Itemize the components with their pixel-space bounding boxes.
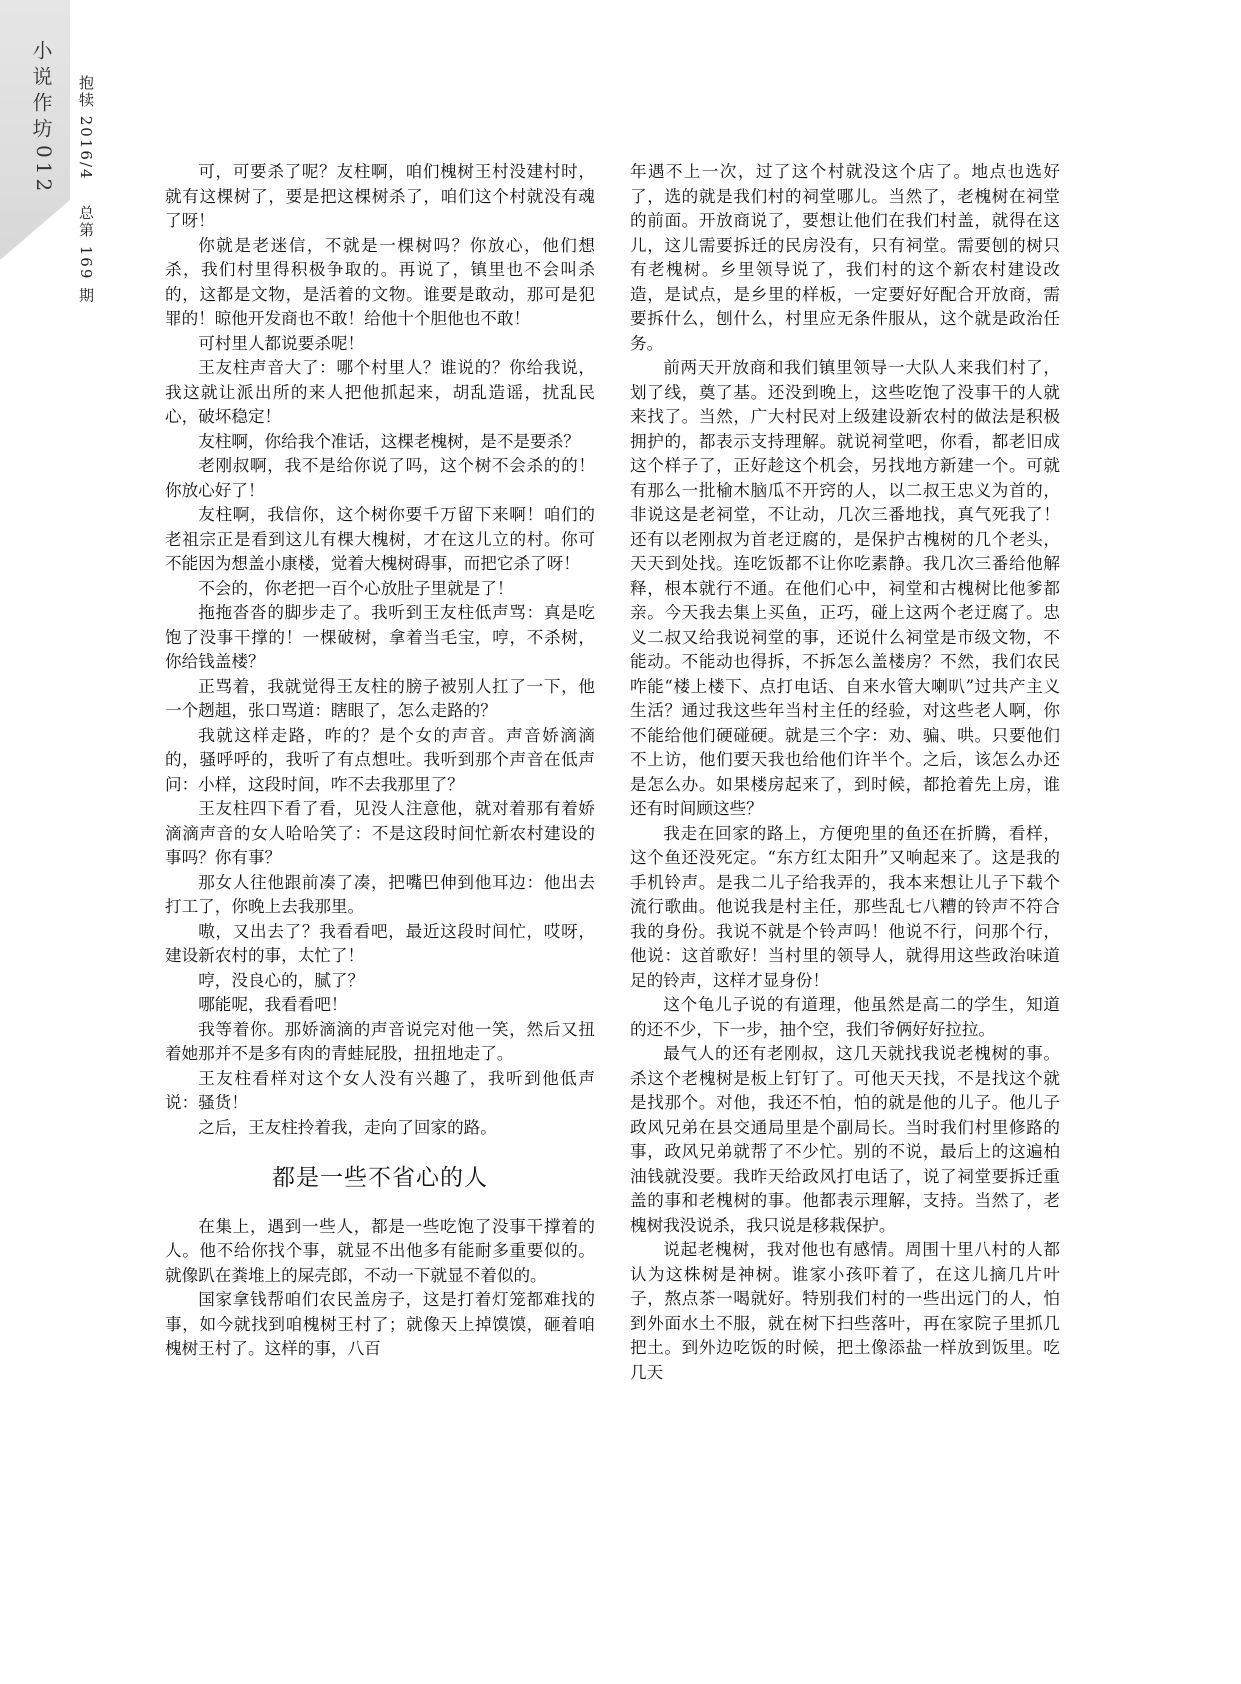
paragraph: 老刚叔啊，我不是给你说了吗，这个树不会杀的的！你放心好了！ [165, 456, 595, 500]
paragraph: 那女人往他跟前凑了凑，把嘴巴伸到他耳边：他出去打工了，你晚上去我那里。 [165, 872, 595, 916]
paragraph: 哪能呢，我看看吧！ [198, 995, 348, 1014]
paragraph: 你就是老迷信，不就是一棵树吗？你放心，他们想杀，我们村里得积极争取的。再说了，镇里也不会叫杀的，这都是文物，是活着的文物。谁要是敢动，那可是犯罪的！晾他开发商也不敢！给他十个胆他也不敢！ [165, 235, 595, 328]
paragraph: 不会的，你老把一百个心放肚子里就是了！ [198, 578, 514, 598]
paragraph: 我就这样走路，咋的？是个女的声音。声音娇滴滴的，骚呼呼的，我听了有点想吐。我听到那个声音在低声问：小样，这段时间，咋不去我那里了？ [165, 725, 595, 794]
paragraph: 王友柱声音大了：哪个村里人？谁说的？你给我说，我这就让派出所的来人把他抓起来，胡乱造谣，扰乱民心，破坏稳定！ [165, 358, 595, 426]
paragraph: 之后，王友柱拎着我，走向了回家的路。 [198, 1117, 497, 1137]
paragraph: 拖拖沓沓的脚步走了。我听到王友柱低声骂：真是吃饱了没事干撑的！一棵破树，拿着当毛宝，哼，不杀树，你给钱盖楼？ [165, 603, 595, 671]
right-column [630, 160, 1060, 1385]
paragraph: 嗷，又出去了？我看看吧，最近这段时间忙，哎呀，建设新农村的事，太忙了！ [165, 921, 595, 965]
left-paragraphs-after [165, 1215, 595, 1362]
magazine-meta [76, 75, 97, 323]
paragraph: 王友柱看样对这个女人没有兴趣了，我听到他低声说：骚货！ [165, 1068, 595, 1112]
page-number: 012 [32, 145, 56, 196]
paragraph: 友柱啊，你给我个准话，这棵老槐树，是不是要杀？ [198, 431, 580, 451]
paragraph: 哼，没良心的，腻了？ [198, 970, 365, 990]
paragraph: 正骂着，我就觉得王友柱的膀子被别人扛了一下，他一个趔趄，张口骂道：瞎眼了，怎么走路的？ [165, 676, 595, 720]
right-paragraphs [630, 356, 1060, 1385]
paragraph: 说起老槐树，我对他也有感情。周围十里八村的人都认为这株树是神树。谁家小孩吓着了，在这儿摘几片叶子，熬点茶一喝就好。特别我们村的一些出远门的人，怕到外面水土不服，就在树下扫些落叶，再在家院子里抓几把土。到外边吃饭的时候，把土像添盐一样放到饭里。吃几天 [630, 1240, 1060, 1382]
paragraph: 可村里人都说要杀呢！ [198, 333, 365, 353]
paragraph: 王友柱四下看了看，见没人注意他，就对着那有着娇滴滴声音的女人哈哈笑了：不是这段时间忙新农村建设的事吗？你有事？ [165, 799, 595, 867]
paragraph: 友柱啊，我信你，这个树你要千万留下来啊！咱们的老祖宗正是看到这儿有棵大槐树，才在这儿立的村。你可不能因为想盖小康楼，觉着大槐树碍事，而把它杀了呀！ [165, 505, 595, 573]
paragraph: 在集上，遇到一些人，都是一些吃饱了没事干撑着的人。他不给你找个事，就显不出他多有能耐多重要似的。就像趴在粪堆上的屎壳郎，不动一下就显不着似的。 [165, 1216, 595, 1285]
paragraph: 可，可要杀了呢？友柱啊，咱们槐树王村没建村时，就有这棵树了，要是把这棵树杀了，咱们这个村就没有魂了呀！ [165, 162, 595, 230]
paragraph: 我等着你。那娇滴滴的声音说完对他一笑，然后又扭着她那并不是多有肉的青蛙屁股，扭扭地走了。 [165, 1019, 595, 1063]
magazine-issue-date: 抱犊 2016/4 [77, 75, 95, 181]
paragraph: 前两天开放商和我们镇里领导一大队人来我们村了，划了线，奠了基。还没到晚上，这些吃饱了没事干的人就来找了。当然，广大村民对上级建设新农村的做法是积极拥护的，都表示支持理解。就说祠堂吧，你看，都老旧成这个样子了，正好趁这个机会，另找地方新建一个。可就有那么一批榆木脑瓜不开窍的人，以二叔王忠义为首的，非说这是老祠堂，不让动，几次三番地找，真气死我了！还有以老刚叔为首老迂腐的，是保护古槐树的几个老头，天天到处找。连吃饭都不让你吃素静。我几次三番给他解释，根本就行不通。在他们心中，祠堂和古槐树比他爹都亲。今天我去集上买鱼，正巧，碰上这两个老迂腐了。忠义二叔又给我说祠堂的事，还说什么祠堂是市级文物，不能动。不能动也得拆，不拆怎么盖楼房？不然，我们农民咋能“楼上楼下、点打电话、自来水管大喇叭”过共产主义生活？通过我这些年当村主任的经验，对这些老人啊，你不能给他们硬碰硬。就是三个字：劝、骗、哄。只要他们不上访，他们要天我也给他们许半个。之后，该怎么办还是怎么办。如果楼房起来了，到时候，都抢着先上房，谁还有时间顾这些？ [630, 358, 1060, 818]
paragraph: 最气人的还有老刚叔，这几天就找我说老槐树的事。杀这个老槐树是板上钉钉了。可他天天找，不是找这个就是找那个。对他，我还不怕，怕的就是他的儿子。他儿子政风兄弟在县交通局里是个副局长。当时我们村里修路的事，政风兄弟就帮了不少忙。别的不说，最后上的这遍柏油钱就没要。我昨天给政风打电话了，说了祠堂要拆迁重盖的事和老槐树的事。他都表示理解，支持。当然了，老槐树我没说杀，我只说是移栽保护。 [630, 1044, 1060, 1235]
paragraph: 这个龟儿子说的有道理，他虽然是高二的学生，知道的还不少，下一步，抽个空，我们爷俩好好拉拉。 [630, 995, 1060, 1039]
section-label: 小说作坊 [29, 40, 53, 144]
magazine-issue-number: 总第 169 期 [77, 205, 95, 305]
paragraph: 国家拿钱帮咱们农民盖房子，这是打着灯笼都难找的事，如今就找到咱槐树王村了；就像天上掉馍馍，砸着咱槐树王村了。这样的事，八百 [165, 1290, 595, 1358]
right-continuation-paragraph: 年遇不上一次，过了这个村就没这个店了。地点也选好了，选的就是我们村的祠堂哪儿。当然了，老槐树在祠堂的前面。开放商说了，要想让他们在我们村盖，就得在这儿，这儿需要拆迁的民房没有，只有祠堂。需要刨的树只有老槐树。乡里领导说了，我们村的这个新农村建设改造，是试点，是乡里的样板，一定要好好配合开放商，需要拆什么，刨什么，村里应无条件服从，这个就是政治任务。 [630, 162, 1060, 353]
paragraph: 我走在回家的路上，方便兜里的鱼还在折腾，看样，这个鱼还没死定。“东方红太阳升”又响起来了。这是我的手机铃声。是我二儿子给我弄的，我本来想让儿子下载个流行歌曲。他说我是村主任，那些乱七八糟的铃声不符合我的身份。我说不就是个铃声吗！他说不行，问那个行，他说：这首歌好！当村里的领导人，就得用这些政治味道足的铃声，这样才显身份！ [630, 823, 1060, 990]
section-heading: 都是一些不省心的人 [272, 1165, 488, 1191]
left-paragraphs-before [165, 160, 595, 1140]
left-column [165, 160, 595, 1362]
